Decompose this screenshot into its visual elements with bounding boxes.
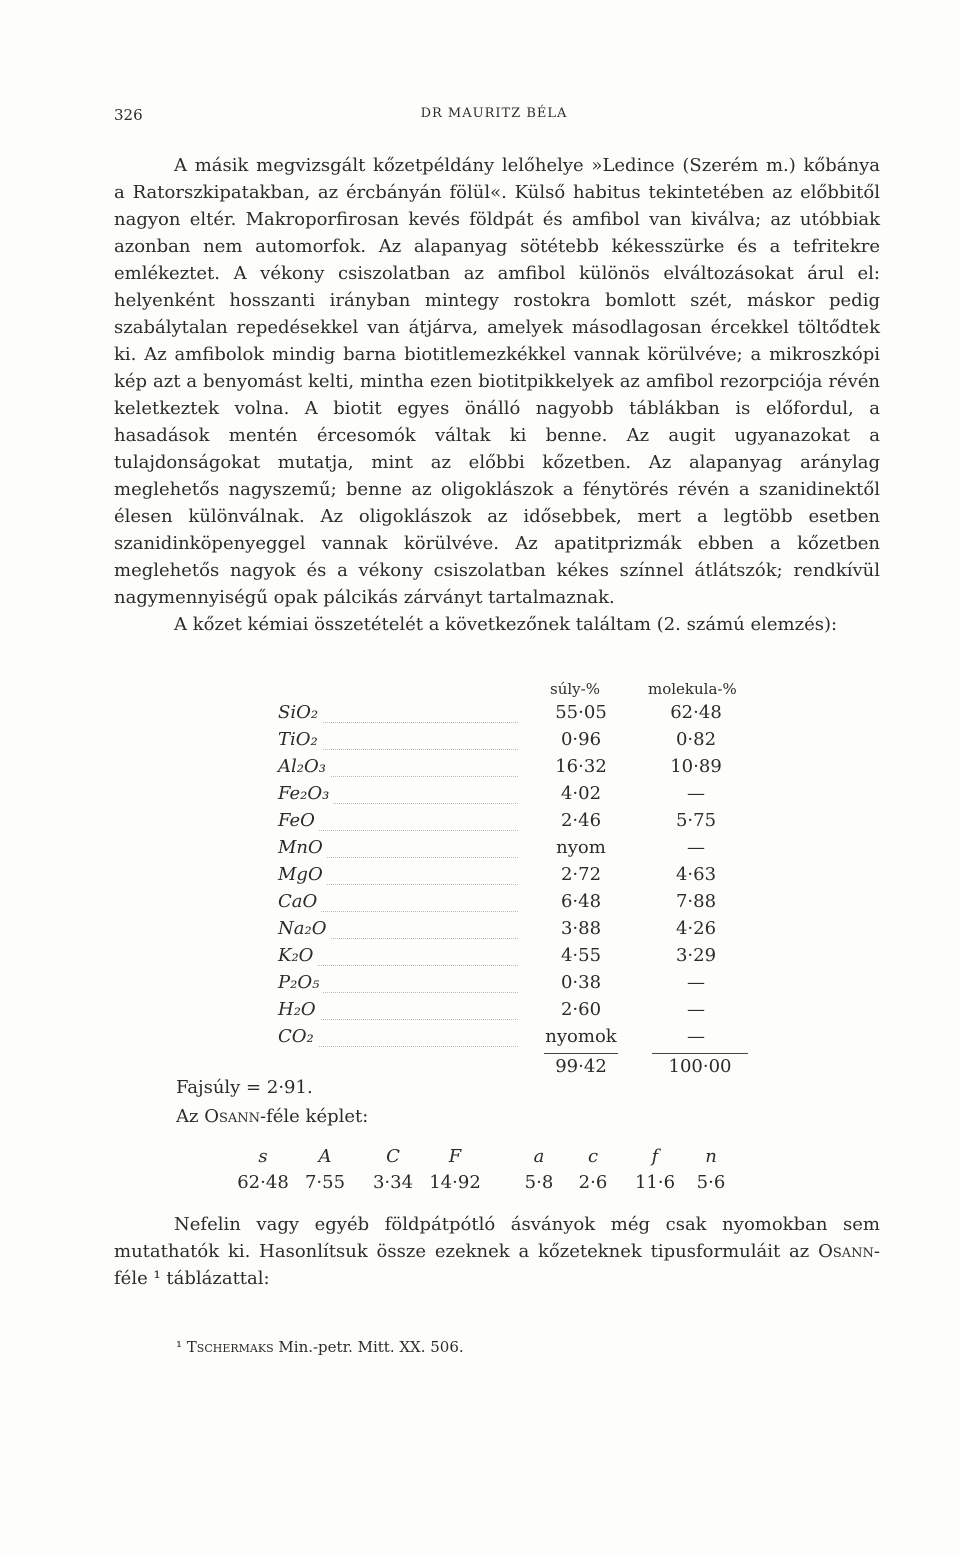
- mol-cell: 0·82: [675, 729, 717, 750]
- table-row: [278, 999, 758, 1026]
- weight-cell: nyomok: [545, 1026, 617, 1047]
- footnote-author: Tschermaks: [186, 1338, 274, 1356]
- weight-cell: nyom: [556, 837, 606, 858]
- osann-symbol-row: [256, 1146, 756, 1172]
- paragraph: A másik megvizsgált kőzetpéldány lelőhelye »Ledince (Szerém m.) kőbánya a Ratorszkipatakban, az ércbányán fölül«. Külső habitus tekintetében az előbbitől nagyon eltér. Makroporfirosan kevés földpát és amfibol van kiválva; az utóbbiak azonban nem automorfok. Az alapanyag sötétebb kékesszürke és a tefritekre emlékeztet. A vékony csiszolatban az amfibol különös elváltozásokat árul el: helyenként hosszanti irányban mintegy rostokra bomlott szét, máskor pedig szabálytalan repedésekkel van átjárva, amelyek másodlagosan ércekkel töltődtek ki. Az amfibolok mindig barna biotitlemezkékkel vannak körülvéve; a mikroszkópi kép azt a benyomást kelti, mintha ezen biotitpikkelyek az amfibol rezorpciója révén keletkeztek volna. A biotit egyes önálló nagyobb táblákban is előfordul, a hasadások mentén ércesomók váltak ki benne. Az augit ugyanazokat a tulajdonságokat mutatja, mint az előbbi kőzetben. Az alapanyag aránylag meglehetős nagyszemű; benne az oligoklászok a fénytörés révén a szanidinektől élesen különválnak. Az oligoklászok az idősebbek, mert a legtöbb esetben szanidinköpenyeggel vannak körülvéve. Az apatitprizmák ebben a kőzetben meglehetős nagyok és a vékony csiszolatban kékes színnel átlátszók; rendkívül nagymennyiségű opak pálcikás zárványt tartalmaznak.: [114, 155, 880, 608]
- component-cell: P₂O₅: [278, 972, 518, 993]
- table-row: [278, 729, 758, 756]
- weight-cell: 0·96: [560, 729, 602, 750]
- osann-name: Osann: [818, 1241, 874, 1262]
- weight-cell: 6·48: [560, 891, 602, 912]
- mol-cell: 10·89: [670, 756, 722, 777]
- mol-percent-header: molekula-%: [648, 680, 737, 698]
- osann-value-row: [237, 1172, 756, 1198]
- running-title: DR MAURITZ BÉLA: [420, 106, 568, 121]
- mol-cell: —: [687, 1026, 705, 1047]
- weight-cell: 4·55: [560, 945, 602, 966]
- component-cell: FeO: [278, 810, 518, 831]
- mol-cell: 3·29: [675, 945, 717, 966]
- weight-cell: 2·60: [560, 999, 602, 1020]
- table-row: [278, 810, 758, 837]
- main-text: [114, 152, 880, 638]
- table-row: [278, 837, 758, 864]
- component-cell: H₂O: [278, 999, 518, 1020]
- mol-cell: —: [687, 837, 705, 858]
- osann-value: 2·6: [578, 1172, 608, 1193]
- osann-symbol: a: [533, 1146, 545, 1167]
- table-header: [278, 678, 758, 702]
- component-cell: TiO₂: [278, 729, 518, 750]
- mol-cell: —: [687, 999, 705, 1020]
- weight-cell: 2·46: [560, 810, 602, 831]
- mol-cell: 62·48: [670, 702, 722, 723]
- osann-value: 7·55: [304, 1172, 346, 1193]
- page-number: 326: [114, 106, 143, 124]
- weight-cell: 3·88: [560, 918, 602, 939]
- component-cell: K₂O: [278, 945, 518, 966]
- osann-symbol: F: [448, 1146, 462, 1167]
- osann-symbol: c: [587, 1146, 599, 1167]
- weight-percent-header: súly-%: [550, 680, 600, 698]
- page-header: [114, 106, 874, 132]
- osann-value: 5·8: [524, 1172, 554, 1193]
- footnote: ¹ Tschermaks Min.-petr. Mitt. XX. 506.: [176, 1338, 464, 1356]
- mol-cell: —: [687, 972, 705, 993]
- table-row: [278, 1026, 758, 1053]
- total-weight: 99·42: [544, 1053, 618, 1077]
- weight-cell: 16·32: [555, 756, 607, 777]
- weight-cell: 4·02: [560, 783, 602, 804]
- component-cell: Al₂O₃: [278, 756, 518, 777]
- osann-name: Osann: [204, 1106, 261, 1127]
- total-mol: 100·00: [652, 1053, 748, 1077]
- specific-gravity: Fajsúly = 2·91.: [176, 1077, 313, 1098]
- table-row: [278, 702, 758, 729]
- component-cell: Na₂O: [278, 918, 518, 939]
- component-cell: CaO: [278, 891, 518, 912]
- table-row: [278, 945, 758, 972]
- table-row: [278, 918, 758, 945]
- table-row: [278, 756, 758, 783]
- osann-symbol: s: [258, 1146, 268, 1167]
- mol-cell: 5·75: [675, 810, 717, 831]
- osann-symbol: C: [386, 1146, 400, 1167]
- mol-cell: 7·88: [675, 891, 717, 912]
- osann-symbol: A: [318, 1146, 332, 1167]
- table-row: [278, 891, 758, 918]
- paragraph: A kőzet kémiai összetételét a következőnek találtam (2. számú elemzés):: [174, 614, 838, 635]
- weight-cell: 0·38: [560, 972, 602, 993]
- mol-cell: 4·63: [675, 864, 717, 885]
- table-row: [278, 864, 758, 891]
- chemical-analysis-table: [278, 678, 758, 1081]
- osann-symbol: f: [651, 1146, 659, 1167]
- component-cell: CO₂: [278, 1026, 518, 1047]
- component-cell: MgO: [278, 864, 518, 885]
- table-rows: [278, 702, 758, 1053]
- component-cell: SiO₂: [278, 702, 518, 723]
- osann-value: 11·6: [634, 1172, 676, 1193]
- table-row: [278, 972, 758, 999]
- osann-value: 5·6: [696, 1172, 726, 1193]
- closing-paragraph: Nefelin vagy egyéb földpátpótló ásványok még csak nyomokban sem mutathatók ki. Hasonlítsuk össze ezeknek a kőzeteknek tipusformuláit az Osann-féle ¹ táblázattal:: [114, 1214, 880, 1289]
- osann-value: 3·34: [372, 1172, 414, 1193]
- component-cell: MnO: [278, 837, 518, 858]
- osann-symbol: n: [705, 1146, 717, 1167]
- osann-formula-table: [237, 1146, 756, 1198]
- osann-value: 62·48: [237, 1172, 289, 1193]
- weight-cell: 55·05: [555, 702, 607, 723]
- weight-cell: 2·72: [560, 864, 602, 885]
- mol-cell: 4·26: [675, 918, 717, 939]
- table-total-row: [278, 1053, 758, 1081]
- mol-cell: —: [687, 783, 705, 804]
- osann-formula-label: Az Osann-féle képlet:: [176, 1106, 369, 1127]
- osann-value: 14·92: [429, 1172, 481, 1193]
- table-row: [278, 783, 758, 810]
- component-cell: Fe₂O₃: [278, 783, 518, 804]
